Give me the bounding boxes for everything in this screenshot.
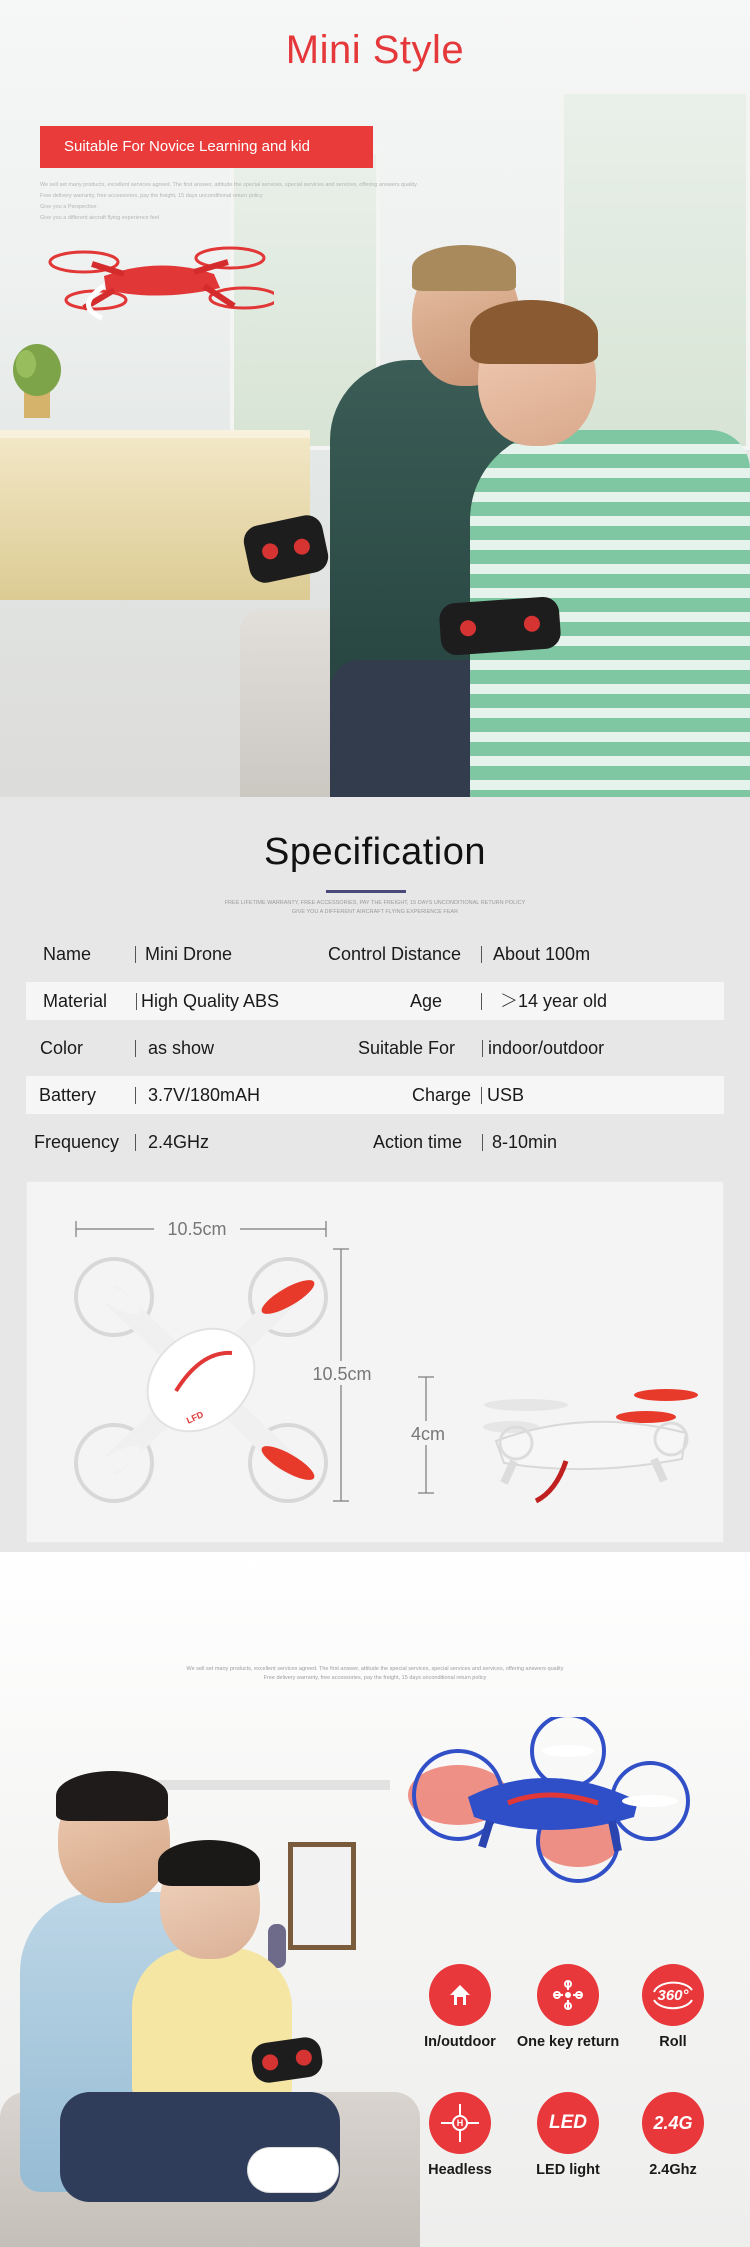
house-icon — [429, 1964, 491, 2026]
feature-roll — [613, 1964, 733, 2050]
length-label: 10.5cm — [312, 1364, 372, 1384]
divider — [135, 1087, 136, 1104]
picture-frame-image — [288, 1842, 356, 1950]
spec-label: Battery — [39, 1085, 97, 1105]
feature-headless — [400, 2092, 520, 2178]
subtitle-line: GIVE YOU A DIFFERENT AIRCRAFT FLYING EXPERIENCE FEAR — [291, 909, 459, 915]
side-view-drone-image — [483, 1389, 698, 1501]
divider — [135, 1040, 136, 1057]
feature-label: LED light — [536, 2162, 600, 2178]
description-line: Free delivery warranty, free accessories, pay the freight, 15 days unconditional return policy — [40, 193, 263, 199]
led-icon — [537, 2092, 599, 2154]
spec-subtitle — [0, 899, 750, 917]
feature-label: Headless — [428, 2162, 492, 2178]
controller-stick — [292, 537, 311, 556]
divider — [135, 946, 136, 963]
spec-label: Suitable For — [358, 1038, 456, 1058]
spec-value: ＞14 year old — [500, 991, 608, 1011]
spec-value: About 100m — [493, 944, 591, 964]
father-hair-image — [412, 245, 516, 291]
title-underline — [326, 890, 406, 893]
drone-dimensions-diagram — [26, 1181, 724, 1543]
divider — [481, 1087, 482, 1104]
spec-value: 8-10min — [492, 1132, 558, 1152]
spec-value: High Quality ABS — [141, 991, 280, 1011]
potted-plant-image — [8, 330, 66, 420]
spec-row-material — [26, 982, 724, 1020]
width-label: 10.5cm — [167, 1219, 227, 1239]
spec-row-frequency — [26, 1123, 724, 1161]
spec-label: Color — [40, 1038, 84, 1058]
remote-controller-image — [438, 596, 561, 656]
description-line: We sell set many products, excellent services agreed. The first answer, attitude the special services, special services and services, offering answers quality — [40, 182, 417, 188]
feature-label: 2.4Ghz — [649, 2162, 697, 2178]
roll-360-icon — [642, 1964, 704, 2026]
spec-label: Control Distance — [328, 944, 462, 964]
subtitle-line: We sell set many products, excellent services agreed. The first answer, attitude the special services, special services and services, offering answers quality — [186, 1666, 564, 1672]
top-view-drone-image — [76, 1259, 326, 1501]
spec-label: Action time — [373, 1132, 463, 1152]
feature-in-outdoor — [400, 1964, 520, 2050]
controller-stick — [261, 2053, 279, 2071]
icon-text: H — [456, 2118, 464, 2128]
controller-stick — [460, 620, 477, 637]
frequency-icon — [642, 2092, 704, 2154]
icon-text: 2.4G — [653, 2112, 693, 2133]
child-hair-image — [158, 1840, 260, 1886]
hero-section — [0, 0, 750, 797]
page-title: Mini Style — [285, 28, 465, 72]
divider — [482, 1040, 483, 1057]
icon-text: LED — [549, 2112, 587, 2133]
divider — [136, 993, 137, 1010]
controller-stick — [261, 542, 280, 561]
icon-text: 360° — [657, 1986, 689, 2004]
headless-compass-icon — [429, 2092, 491, 2154]
features-section — [0, 1552, 750, 2247]
novice-badge: Suitable For Novice Learning and kid — [40, 126, 373, 168]
spec-label: Material — [43, 991, 108, 1011]
feature-frequency — [613, 2092, 733, 2178]
feature-label: One key return — [516, 2034, 620, 2050]
spec-label: Age — [410, 991, 443, 1011]
spec-row-name — [26, 935, 724, 973]
spec-row-battery — [26, 1076, 724, 1114]
spec-value: 2.4GHz — [148, 1132, 210, 1152]
feature-one-key-return — [508, 1964, 628, 2050]
subtitle-line: Free delivery warranty, free accessories, pay the freight, 15 days unconditional return policy — [263, 1675, 487, 1681]
feature-label: In/outdoor — [424, 2034, 496, 2050]
spec-value: USB — [487, 1085, 525, 1105]
description-line: Give you a Perspective — [40, 204, 97, 210]
spec-row-color — [26, 1029, 724, 1067]
feature-label: Roll — [659, 2034, 687, 2050]
hero-description — [40, 180, 460, 224]
drone-logo: LFD — [184, 1409, 206, 1426]
spec-label: Name — [43, 944, 92, 964]
wall-shelf-image — [130, 1780, 390, 1790]
dimensions-card — [26, 1181, 724, 1543]
description-line: Give you a different aircraft flying experience feel — [40, 215, 160, 221]
spec-value: indoor/outdoor — [488, 1038, 605, 1058]
spec-title: Specification — [264, 831, 486, 873]
feature-led-light — [508, 2092, 628, 2178]
divider — [481, 993, 482, 1010]
features-subtitle — [0, 1665, 750, 1683]
socks-image — [248, 2148, 338, 2192]
red-drone-image — [44, 236, 274, 326]
divider — [135, 1134, 136, 1151]
subtitle-line: FREE LIFETIME WARRANTY, FREE ACCESSORIES, PAY THE FREIGHT, 15 DAYS UNCONDITIONAL RETURN POLICY — [224, 900, 526, 906]
blue-drone-image — [398, 1717, 698, 1887]
boy-hair-image — [470, 300, 598, 364]
spec-label: Frequency — [34, 1132, 120, 1152]
height-label: 4cm — [410, 1424, 446, 1444]
specification-section — [0, 797, 750, 1552]
spec-value: as show — [148, 1038, 215, 1058]
return-icon — [537, 1964, 599, 2026]
divider — [482, 1134, 483, 1151]
spec-value: 3.7V/180mAH — [148, 1085, 261, 1105]
controller-stick — [523, 615, 540, 632]
controller-stick — [295, 2049, 313, 2067]
father-hair-image — [56, 1771, 168, 1821]
divider — [481, 946, 482, 963]
spec-value: Mini Drone — [145, 944, 233, 964]
spec-label: Charge — [412, 1085, 472, 1105]
